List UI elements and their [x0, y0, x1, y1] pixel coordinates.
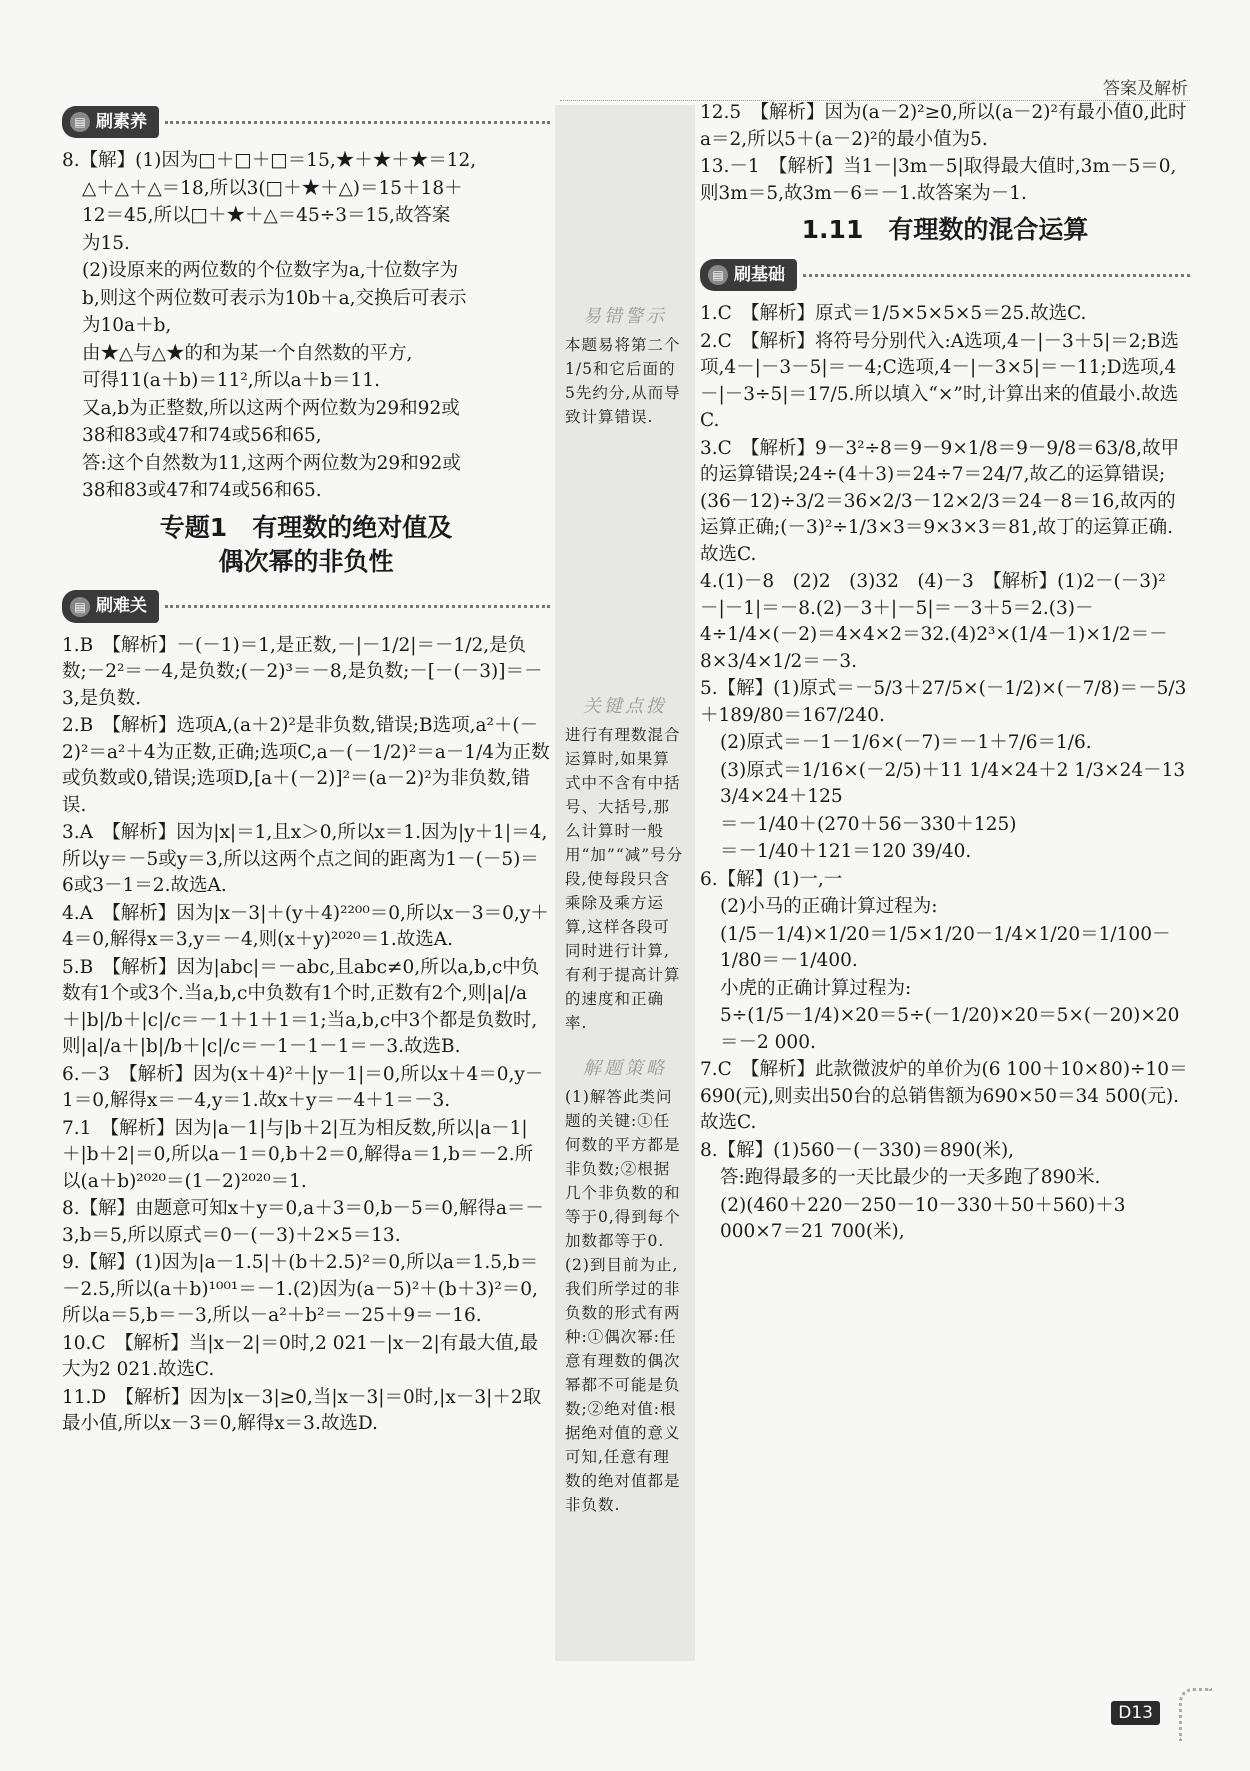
answer-item: 11.D 【解析】因为|x－3|≥0,当|x－3|＝0时,|x－3|＋2取最小值,所以x－3＝0,解得x＝3.故选D.: [62, 1386, 542, 1434]
corner-decoration: [1179, 1688, 1212, 1741]
answer-item: 6.－3 【解析】因为(x＋4)²＋|y－1|＝0,所以x＋4＝0,y－1＝0,解得x＝－4,y＝1.故x＋y＝－4＋1＝－3.: [62, 1063, 544, 1111]
topic-title-line: 专题1 有理数的绝对值及: [159, 512, 453, 542]
answer-item: 1.C 【解析】原式＝1/5×5×5×5＝25.故选C.: [700, 303, 1087, 324]
answer-item: 2.C 【解析】将符号分别代入:A选项,4－|－3＋5|＝2;B选项,4－|－3－5|＝－4;C选项,4－|－3×5|＝－11;D选项,4－|－3÷5|＝17/5.所以填入“×”时,计算出来的值最小.故选C.: [700, 330, 1179, 431]
book-icon: ▤: [70, 112, 90, 132]
answer-item: 12.5 【解析】因为(a－2)²≥0,所以(a－2)²有最小值0,此时a＝2,所以5＋(a－2)²的最小值为5.: [700, 102, 1187, 150]
answer-item: 13.－1 【解析】当1－|3m－5|取得最大值时,3m－5＝0,则3m＝5,故3m－6＝－1.故答案为－1.: [700, 156, 1177, 204]
section-badge-row: [62, 587, 550, 627]
section-badge-row: [700, 255, 1190, 295]
section-badge: [62, 106, 159, 139]
answer-line: (2)原式＝－1－1/6×(－7)＝－1＋7/6＝1/6.: [720, 732, 1092, 753]
topic-title-line: 偶次幂的非负性: [218, 546, 394, 576]
answer-item: 3.A 【解析】因为|x|＝1,且x＞0,所以x＝1.因为|y＋1|＝4,所以y＝－5或y＝3,所以这两个点之间的距离为1－(－5)＝6或3－1＝2.故选A.: [62, 822, 548, 896]
answer-8: [62, 148, 550, 505]
tip-box: [555, 685, 695, 1041]
answer-line: 可得11(a＋b)＝11²,所以a＋b＝11.: [82, 370, 380, 391]
left-column: [62, 100, 550, 1439]
answer-item: 10.C 【解析】当|x－2|＝0时,2 021－|x－2|有最大值,最大为2 021.故选C.: [62, 1332, 539, 1380]
answer-item: 5.B 【解析】因为|abc|＝－abc,且abc≠0,所以a,b,c中负数有1个或3个.当a,b,c中负数有1个时,正数有2个,则|a|/a＋|b|/b＋|c|/c＝－1＋1＋1＝1;当a,b,c中3个都是负数时,则|a|/a＋|b|/b＋|c|/c＝－1－1－1＝－3.故选B.: [62, 956, 540, 1057]
answer-line: 38和83或47和74或56和65.: [82, 480, 322, 501]
answer-item: 2.B 【解析】选项A,(a＋2)²是非负数,错误;B选项,a²＋(－2)²＝a²＋4为正数,正确;选项C,a－(－1/2)²＝a－1/4为正数或负数或0,错误;选项D,[a＋(－2)]²＝(a－2)²为非负数,错误.: [62, 715, 550, 816]
answer-item: 8.【解】(1)560－(－330)＝890(米),: [700, 1139, 1015, 1161]
answer-line: ＝－1/40＋(270＋56－330＋125): [720, 813, 1017, 835]
dotted-divider: [803, 274, 1190, 277]
answer-item: 1.B 【解析】－(－1)＝1,是正数,－|－1/2|＝－1/2,是负数;－2²＝－4,是负数;(－2)³＝－8,是负数;－[－(－3)]＝－3,是负数.: [62, 634, 543, 709]
tip-body: (1)解答此类问题的关键:①任何数的平方都是非负数;②根据几个非负数的和等于0,得到每个加数都等于0.(2)到目前为止,我们所学过的非负数的形式有两种:①偶次幂:任意有理数的偶次幂都不可能是负数;②绝对值:根据绝对值的意义可知,任意有理数的绝对值都是非负数.: [565, 1088, 681, 1514]
badge-label: 刷难关: [96, 596, 147, 617]
answer-line: ＝－1/40＋121＝120 39/40.: [720, 841, 972, 862]
badge-label: 刷基础: [734, 264, 785, 285]
tip-box: [555, 1047, 695, 1523]
section-badge: [700, 259, 797, 292]
badge-label: 刷素养: [96, 111, 147, 132]
answer-line: 8.【解】(1)因为□＋□＋□＝15,★＋★＋★＝12,: [62, 150, 477, 171]
tip-heading: 易错警示: [583, 306, 667, 327]
answer-item: 8.【解】由题意可知x＋y＝0,a＋3＝0,b－5＝0,解得a＝－3,b＝5,所以原式＝0－(－3)＋2×5＝13.: [62, 1198, 544, 1246]
section-title: 1.11 有理数的混合运算: [801, 215, 1089, 244]
tip-box: [555, 295, 695, 435]
book-icon: ▤: [70, 597, 90, 617]
answer-line: (2)小马的正确计算过程为:: [720, 896, 938, 917]
dotted-divider: [165, 121, 550, 124]
answer-line: 为10a＋b,: [82, 315, 172, 336]
right-column: [700, 100, 1190, 1247]
answer-item: 4.(1)－8 (2)2 (3)32 (4)－3 【解析】(1)2－(－3)²－|－1|＝－8.(2)－3＋|－5|＝－3＋5＝2.(3)－4÷1/4×(－2)＝4×4×2＝32.(4)2³×(1/4－1)×1/2＝－8×3/4×1/2＝－3.: [700, 571, 1168, 672]
answer-line: 由★△与△★的和为某一个自然数的平方,: [82, 342, 413, 364]
tip-heading: 关键点拨: [583, 696, 667, 717]
answer-line: 又a,b为正整数,所以这两个两位数为29和92或: [82, 397, 460, 419]
answer-item: 7.1 【解析】因为|a－1|与|b＋2|互为相反数,所以|a－1|＋|b＋2|＝0,所以a－1＝0,b＋2＝0,解得a＝1,b＝－2.所以(a＋b)²⁰²⁰＝(1－2)²⁰²⁰＝1.: [62, 1117, 534, 1192]
dotted-divider: [165, 605, 550, 608]
answer-line: b,则这个两位数可表示为10b＋a,交换后可表示: [82, 287, 467, 309]
section-badge-row: [62, 102, 550, 142]
answer-line: 小虎的正确计算过程为:: [720, 977, 912, 999]
answer-line: △＋△＋△＝18,所以3(□＋★＋△)＝15＋18＋: [82, 177, 463, 199]
tip-heading: 解题策略: [583, 1058, 667, 1079]
tip-body: 本题易将第二个1/5和它后面的5先约分,从而导致计算错误.: [565, 336, 681, 426]
header-label: 答案及解析: [1103, 79, 1188, 99]
answer-line: (2)(460＋220－250－10－330＋50＋560)＋3 000×7＝21 700(米),: [720, 1194, 1126, 1242]
tips-sidebar: [555, 105, 695, 1661]
answer-line: 为15.: [82, 232, 130, 254]
answer-item: 9.【解】(1)因为|a－1.5|＋(b＋2.5)²＝0,所以a＝1.5,b＝－2.5,所以(a＋b)¹⁰⁰¹＝－1.(2)因为(a－5)²＋(b＋3)²＝0,所以a＝5,b＝－3,所以－a²＋b²＝－25＋9＝－16.: [62, 1252, 539, 1326]
answer-item: 5.【解】(1)原式＝－5/3＋27/5×(－1/2)×(－7/8)＝－5/3＋189/80＝167/240.: [700, 678, 1187, 726]
answer-line: 38和83或47和74或56和65,: [82, 425, 322, 446]
page-number: D13: [1111, 1701, 1160, 1725]
answer-line: (3)原式＝1/16×(－2/5)＋11 1/4×24＋2 1/3×24－13 3/4×24＋125: [720, 759, 1186, 807]
answer-line: 答:跑得最多的一天比最少的一天多跑了890米.: [720, 1167, 1101, 1188]
answer-line: (1/5－1/4)×1/20＝1/5×1/20－1/4×1/20＝1/100－1/80＝－1/400.: [720, 923, 1171, 971]
answer-line: 5÷(1/5－1/4)×20＝5÷(－1/20)×20＝5×(－20)×20＝－2 000.: [720, 1005, 1180, 1053]
answer-line: 12＝45,所以□＋★＋△＝45÷3＝15,故答案: [82, 205, 451, 226]
answer-line: (2)设原来的两位数的个位数字为a,十位数字为: [82, 260, 459, 281]
book-icon: ▤: [708, 265, 728, 285]
answer-item: 6.【解】(1)一,一: [700, 868, 843, 890]
answer-item: 3.C 【解析】9－3²÷8＝9－9×1/8＝9－9/8＝63/8,故甲的运算错误;24÷(4＋3)＝24÷7＝24/7,故乙的运算错误;(36－12)÷3/2＝36×2/3－12×2/3＝24－8＝16,故丙的运算正确;(－3)²÷1/3×3＝9×3×3＝81,故丁的运算正确.故选C.: [700, 437, 1180, 565]
answer-line: 答:这个自然数为11,这两个两位数为29和92或: [82, 452, 461, 474]
answer-item: 4.A 【解析】因为|x－3|＋(y＋4)²²⁰⁰＝0,所以x－3＝0,y＋4＝0,解得x＝3,y＝－4,则(x＋y)²⁰²⁰＝1.故选A.: [62, 902, 549, 950]
answer-item: 7.C 【解析】此款微波炉的单价为(6 100＋10×80)÷10＝690(元),则卖出50台的总销售额为690×50＝34 500(元).故选C.: [700, 1059, 1188, 1133]
topic-title: [62, 511, 550, 579]
tip-body: 进行有理数混合运算时,如果算式中不含有中括号、大括号,那么计算时一般用“加”“减”号分段,使每段只含乘除及乘方运算,这样各段可同时进行计算,有利于提高计算的速度和正确率.: [565, 726, 684, 1032]
section-badge: [62, 590, 159, 623]
